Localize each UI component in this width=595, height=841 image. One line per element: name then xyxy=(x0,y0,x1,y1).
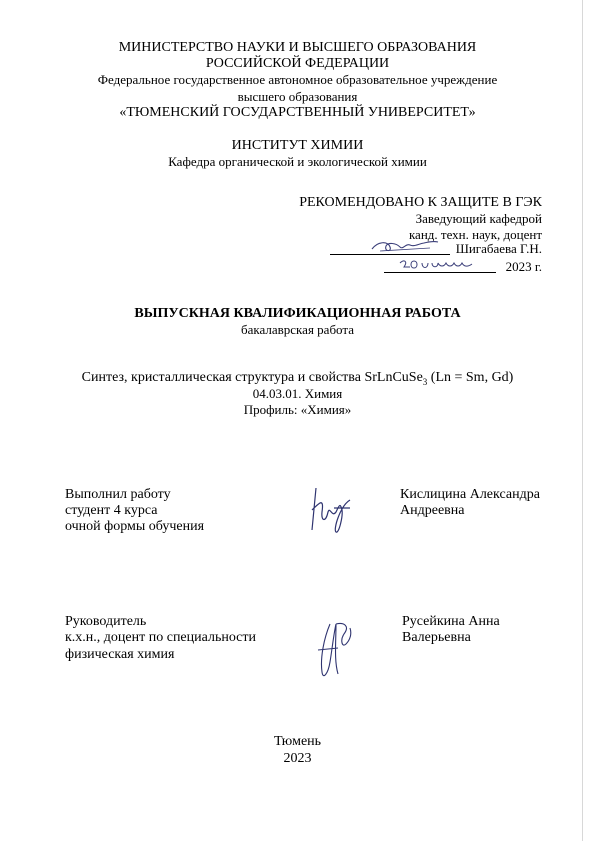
university-name: «ТЮМЕНСКИЙ ГОСУДАРСТВЕННЫЙ УНИВЕРСИТЕТ» xyxy=(119,105,476,120)
author-label-2: студент 4 курса xyxy=(65,503,158,518)
supervisor-signature-icon xyxy=(314,614,358,684)
institution-line-2: высшего образования xyxy=(237,89,358,104)
approval-year: 2023 г. xyxy=(505,259,542,274)
footer-city: Тюмень xyxy=(273,734,322,749)
author-name-1: Кислицина Александра xyxy=(400,487,540,502)
footer-year: 2023 xyxy=(283,751,312,766)
department-name: Кафедра органической и экологической химии xyxy=(168,154,427,169)
approval-degree: канд. техн. наук, доцент xyxy=(408,227,542,242)
topic-subscript: 3 xyxy=(422,376,428,387)
approval-name: Шигабаева Г.Н. xyxy=(455,241,542,256)
topic-prefix: Синтез, кристаллическая структура и свойства SrLnCuSe xyxy=(81,370,423,385)
topic-suffix: (Ln = Sm, Gd) xyxy=(427,370,514,385)
author-signature-icon xyxy=(306,482,354,538)
supervisor-label-1: Руководитель xyxy=(65,614,147,629)
ministry-line-2: РОССИЙСКОЙ ФЕДЕРАЦИИ xyxy=(205,56,390,71)
work-profile: Профиль: «Химия» xyxy=(243,402,352,417)
supervisor-name-1: Русейкина Анна xyxy=(402,614,500,629)
approval-date-line xyxy=(384,259,542,275)
ministry-line-1: МИНИСТЕРСТВО НАУКИ И ВЫСШЕГО ОБРАЗОВАНИЯ xyxy=(118,40,477,55)
supervisor-label-2: к.х.н., доцент по специальности xyxy=(65,630,257,645)
author-name-2: Андреевна xyxy=(400,503,465,518)
approval-heading: РЕКОМЕНДОВАНО К ЗАЩИТЕ В ГЭК xyxy=(299,195,542,210)
approval-role: Заведующий кафедрой xyxy=(415,211,542,226)
work-type: бакалаврская работа xyxy=(241,322,354,337)
work-code: 04.03.01. Химия xyxy=(252,386,343,401)
supervisor-name-2: Валерьевна xyxy=(402,630,471,645)
page-edge-divider xyxy=(582,0,583,841)
approval-signature-line xyxy=(330,241,542,257)
author-label-1: Выполнил работу xyxy=(65,487,171,502)
work-title: ВЫПУСКНАЯ КВАЛИФИКАЦИОННАЯ РАБОТА xyxy=(134,306,461,321)
author-label-3: очной формы обучения xyxy=(65,519,205,534)
handwritten-date-icon xyxy=(398,257,474,273)
institute-name: ИНСТИТУТ ХИМИИ xyxy=(231,138,364,153)
institution-line-1: Федеральное государственное автономное образовательное учреждение xyxy=(97,72,498,87)
supervisor-label-3: физическая химия xyxy=(65,647,175,662)
head-signature-icon xyxy=(370,237,440,255)
